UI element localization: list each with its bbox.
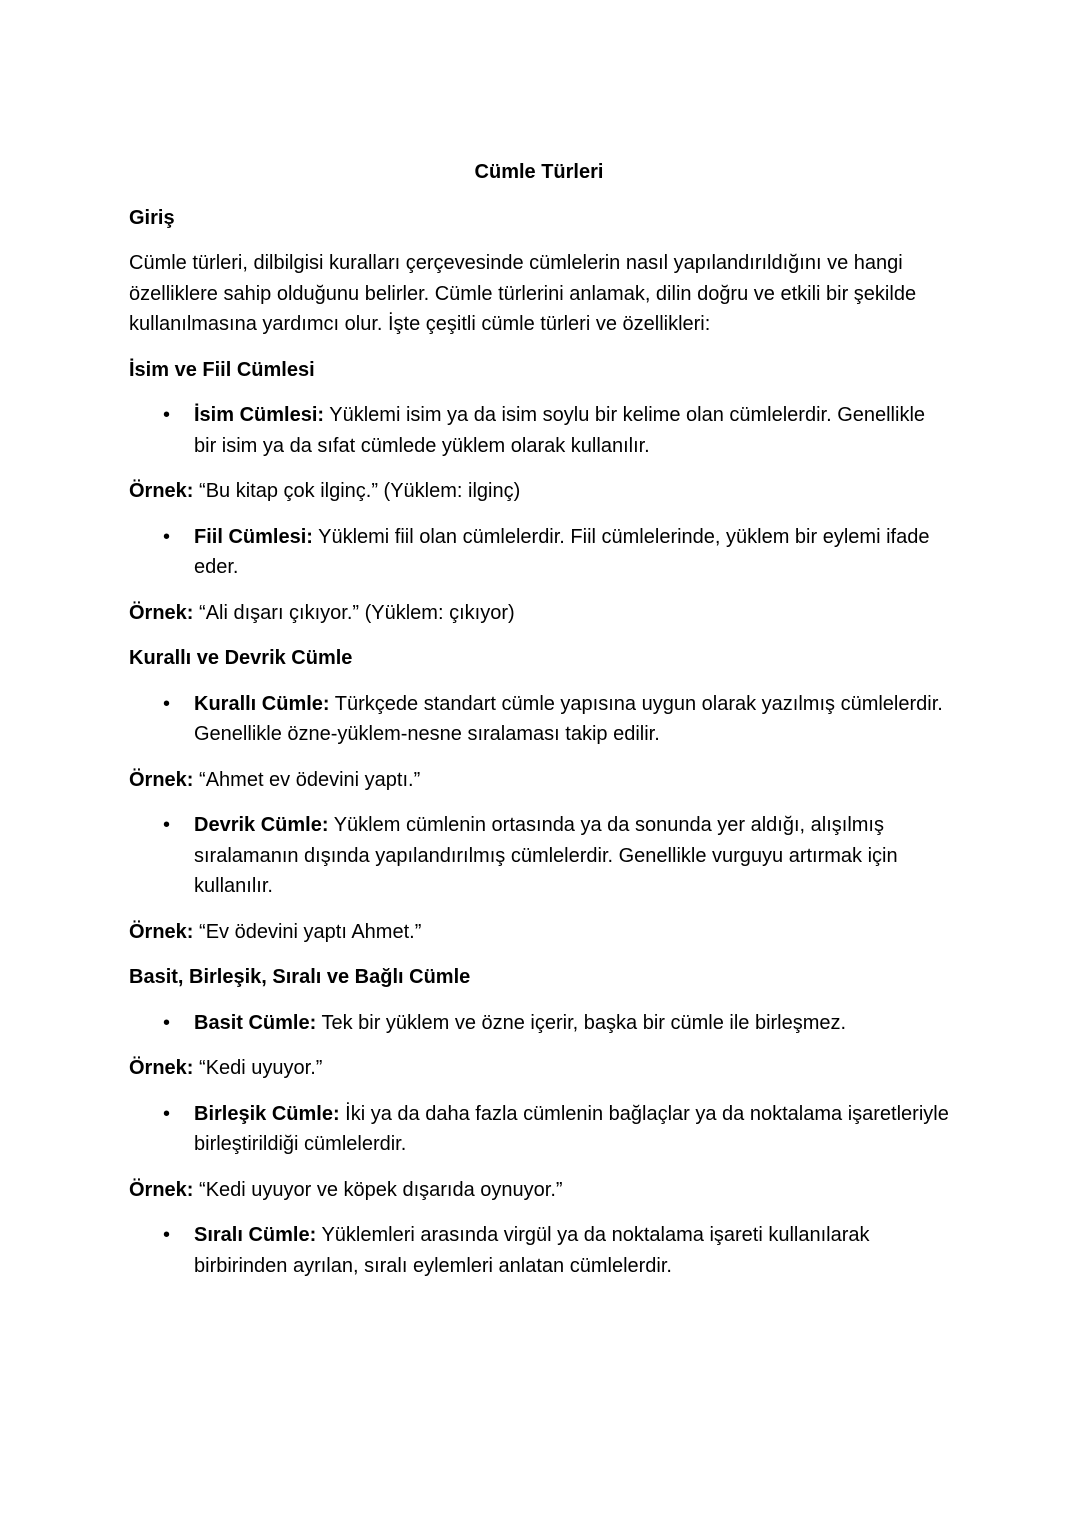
example-text: “Kedi uyuyor ve köpek dışarıda oynuyor.”	[199, 1178, 563, 1201]
bullet-icon: •	[163, 525, 171, 548]
example-label: Örnek:	[129, 768, 194, 791]
term: İsim Cümlesi:	[194, 404, 325, 426]
example-text: “Ahmet ev ödevini yaptı.”	[199, 768, 421, 791]
example-label: Örnek:	[129, 480, 194, 502]
document-page	[129, 157, 949, 1296]
bullet-item-isim-cumlesi	[129, 400, 949, 461]
example-line	[129, 917, 949, 948]
bullet-item-sirali-cumle	[129, 1220, 949, 1281]
bullet-item-birlesik-cumle	[129, 1099, 949, 1160]
intro-paragraph: Cümle türleri, dilbilgisi kuralları çerçevesinde cümlelerin nasıl yapılandırıldığını ve hangi özelliklere sahip olduğunu belirler. Cümle türlerini anlamak, dilin doğru ve etkili bir şekilde kullanılmasına yardımcı olur. İşte çeşitli cümle türleri ve özellikleri:	[129, 252, 917, 335]
definition: Tek bir yüklem ve özne içerir, başka bir cümle ile birleşmez.	[321, 1011, 847, 1034]
term: Kurallı Cümle:	[194, 692, 330, 715]
example-line	[129, 1053, 949, 1084]
example-text: “Ali dışarı çıkıyor.” (Yüklem: çıkıyor)	[199, 601, 515, 624]
example-line	[129, 765, 949, 796]
bullet-item-fiil-cumlesi	[129, 522, 949, 583]
example-label: Örnek:	[129, 1178, 194, 1201]
example-line	[129, 476, 949, 507]
bullet-icon: •	[163, 814, 171, 836]
intro-heading: Giriş	[129, 206, 175, 229]
term: Fiil Cümlesi:	[194, 525, 313, 548]
example-text: “Bu kitap çok ilginç.” (Yüklem: ilginç)	[199, 480, 521, 502]
definition: Yüklem cümlenin ortasında ya da sonunda yer aldığı, alışılmış sıralamanın dışında yapılandırılmış cümlelerdir. Genellikle vurguyu artırmak için kullanılır.	[194, 814, 898, 897]
definition: Yüklemi isim ya da isim soylu bir kelime olan cümlelerdir. Genellikle bir isim ya da sıfat cümlede yüklem olarak kullanılır.	[194, 404, 926, 457]
example-text: “Kedi uyuyor.”	[199, 1057, 323, 1079]
term: Birleşik Cümle:	[194, 1102, 340, 1125]
example-label: Örnek:	[129, 1057, 194, 1079]
term: Basit Cümle:	[194, 1011, 317, 1034]
example-line	[129, 1175, 949, 1206]
bullet-icon: •	[163, 1011, 171, 1034]
bullet-icon: •	[163, 404, 171, 426]
section-heading-kuralli-devrik: Kurallı ve Devrik Cümle	[129, 647, 353, 669]
bullet-icon: •	[163, 1102, 171, 1125]
example-line	[129, 598, 949, 629]
definition: İki ya da daha fazla cümlenin bağlaçlar ya da noktalama işaretleriyle birleştirildiği cümlelerdir.	[194, 1102, 949, 1155]
example-label: Örnek:	[129, 601, 194, 624]
definition: Yüklemi fiil olan cümlelerdir. Fiil cümlelerinde, yüklem bir eylemi ifade eder.	[194, 525, 930, 578]
example-text: “Ev ödevini yaptı Ahmet.”	[199, 920, 422, 943]
bullet-icon: •	[163, 1224, 171, 1246]
term: Sıralı Cümle:	[194, 1224, 317, 1246]
bullet-item-devrik-cumle	[129, 810, 949, 902]
document-title: Cümle Türleri	[474, 161, 604, 183]
example-label: Örnek:	[129, 920, 194, 943]
definition: Yüklemleri arasında virgül ya da noktalama işareti kullanılarak birbirinden ayrılan, sıralı eylemleri anlatan cümlelerdir.	[194, 1224, 870, 1277]
section-heading-isim-fiil: İsim ve Fiil Cümlesi	[129, 358, 315, 381]
bullet-item-basit-cumle	[129, 1008, 949, 1039]
bullet-item-kuralli-cumle	[129, 689, 949, 750]
definition: Türkçede standart cümle yapısına uygun olarak yazılmış cümlelerdir. Genellikle özne-yüklem-nesne sıralaması takip edilir.	[194, 692, 943, 745]
bullet-icon: •	[163, 692, 171, 715]
section-heading-basit-birlesik: Basit, Birleşik, Sıralı ve Bağlı Cümle	[129, 966, 471, 988]
term: Devrik Cümle:	[194, 814, 329, 836]
